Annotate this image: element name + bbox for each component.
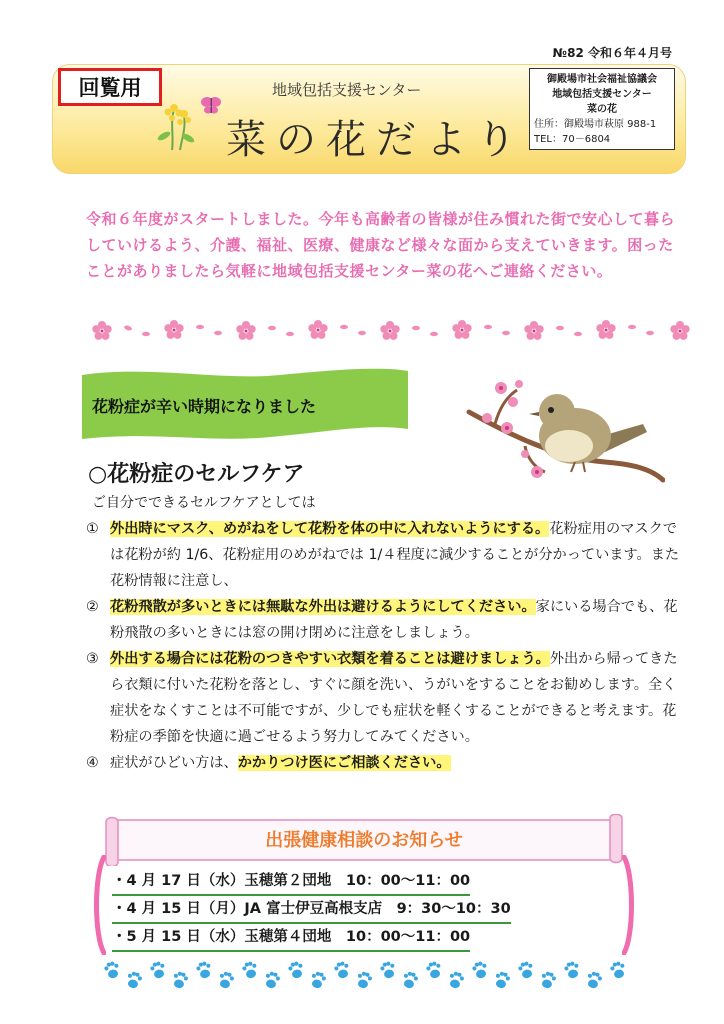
list-item <box>86 646 686 750</box>
newsletter-title: 菜の花だより <box>226 117 526 163</box>
contact-org-line2: 地域包括支援センター <box>552 89 652 100</box>
item-number: ② <box>86 599 99 615</box>
item-text: 症状がひどい方は、 <box>110 755 238 771</box>
pink-bracket-right <box>622 855 638 955</box>
item-number: ④ <box>86 755 99 771</box>
center-name: 地域包括支援センター <box>272 81 422 99</box>
list-item <box>86 750 686 776</box>
list-item <box>86 594 686 646</box>
item-number: ③ <box>86 651 99 667</box>
consult-title: 出張健康相談のお知らせ <box>265 830 463 851</box>
schedule-row: ・5 月 15 日（水）玉穂第４団地 10：00～11：00 <box>112 924 470 952</box>
consult-schedule <box>112 868 511 952</box>
contact-org-line1: 御殿場市社会福祉協議会 <box>547 74 657 85</box>
item-highlight: 外出する場合には花粉のつきやすい衣類を着ることは避けましょう。 <box>110 651 550 667</box>
selfcare-lead: ご自分でできるセルフケアとしては <box>92 495 316 511</box>
intro-paragraph: 令和６年度がスタートしました。今年も高齢者の皆様が住み慣れた街で安心して暮らしていけるよう、介護、福祉、医療、健康など様々な面から支えていきます。困ったことがありましたら気軽に地域包括支援センター菜の花へご連絡ください。 <box>86 210 676 280</box>
contact-address: 住所：御殿場市萩原 988-1 <box>534 119 657 130</box>
circulation-stamp: 回覧用 <box>58 68 162 106</box>
selfcare-heading: ○花粉症のセルフケア <box>88 462 305 487</box>
contact-box <box>529 68 675 150</box>
schedule-row: ・4 月 17 日（水）玉穂第２団地 10：00～11：00 <box>112 868 470 896</box>
list-item <box>86 516 686 594</box>
rapeseed-flower-icon <box>152 92 224 152</box>
item-text: 家にいる場合でも、花粉飛散の多いときには窓の開け閉めに注意をしましょう。 <box>110 599 678 641</box>
item-number: ① <box>86 521 99 537</box>
selfcare-list <box>86 516 686 776</box>
contact-tel: TEL：70－6804 <box>534 134 611 145</box>
schedule-row: ・4 月 15 日（月）JA 富士伊豆高根支店 9：30～10：30 <box>112 896 511 924</box>
item-highlight: 花粉飛散が多いときには無駄な外出は避けるようにしてください。 <box>110 599 536 615</box>
paw-print-border-icon <box>100 958 640 992</box>
section-title: 花粉症が辛い時期になりました <box>92 397 317 416</box>
contact-org-line3: 菜の花 <box>587 104 617 115</box>
bush-warbler-bird-icon <box>465 372 665 492</box>
item-highlight: 外出時にマスク、めがねをして花粉を体の中に入れないようにする。 <box>110 521 550 537</box>
item-text: 花粉症用のマスクでは花粉が約 1/6、花粉症用のめがねでは 1/４程度に減少することが分かっています。また花粉情報に注意し、 <box>110 521 680 589</box>
sakura-border-icon <box>88 318 696 344</box>
item-highlight: かかりつけ医にご相談ください。 <box>237 755 451 771</box>
pink-bracket-left <box>90 855 106 955</box>
item-text: 外出から帰ってきたら衣類に付いた花粉を落とし、すぐに顔を洗い、うがいをすることをお勧めします。全く症状をなくすことは不可能ですが、少しでも症状を軽くすることができると考えます。花粉症の季節を快適に過ごせるよう努力してみてください。 <box>110 651 678 745</box>
issue-number: №82 令和６年４月号 <box>552 46 672 60</box>
